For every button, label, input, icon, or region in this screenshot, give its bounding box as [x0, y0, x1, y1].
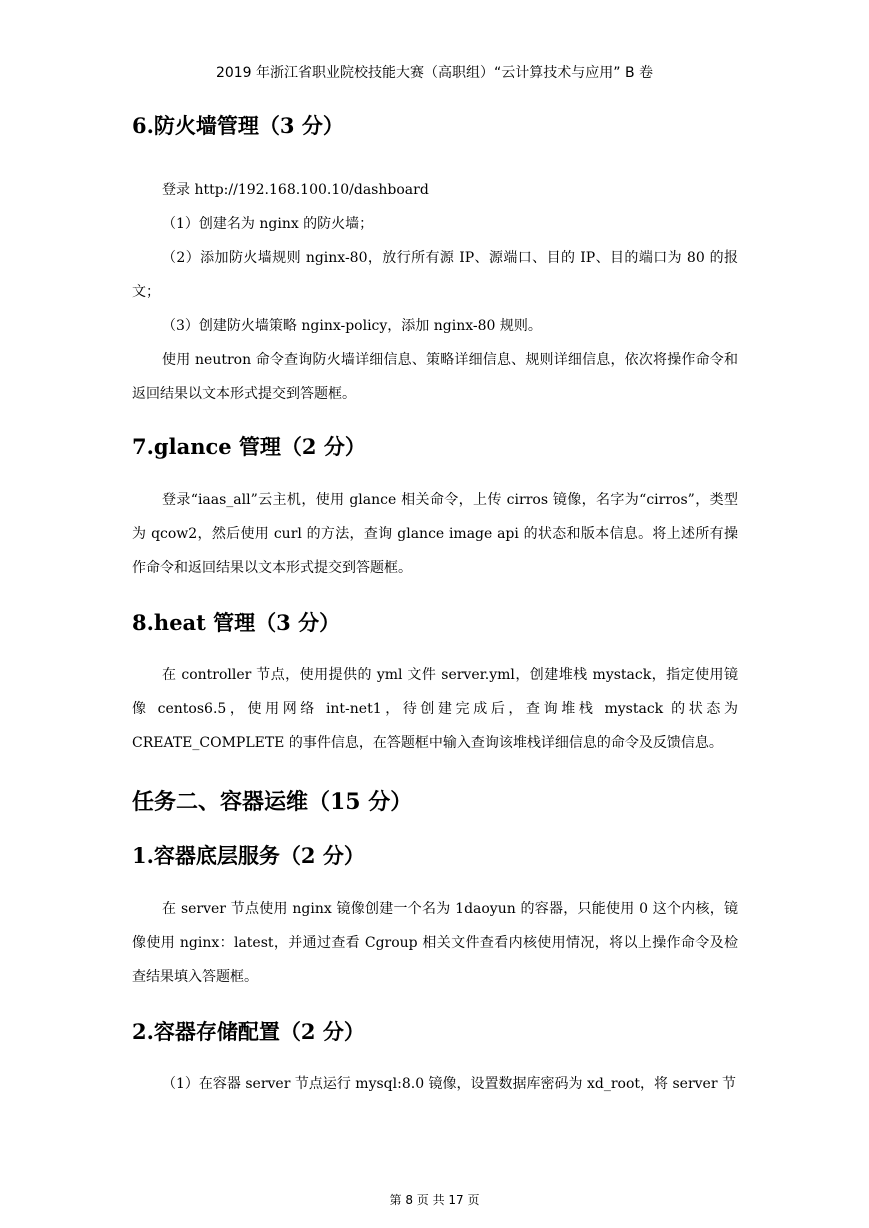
section-6-item-1: （1）创建名为 nginx 的防火墙； — [162, 216, 374, 233]
task-2-section-1-title: 1.容器底层服务（2 分） — [132, 843, 365, 869]
task-2-title: 任务二、容器运维（15 分） — [132, 788, 413, 815]
task-2-section-2-title: 2.容器存储配置（2 分） — [132, 1018, 365, 1044]
section-7-description: 登录“iaas_all”云主机，使用 glance 相关命令，上传 cirros 镜像，名字为“cirros”，类型为 qcow2，然后使用 curl 的方法，查询 glance image api 的状态和版本信息。将上述所有操作命令和返回结果以文本形式提交到答题框。 — [132, 491, 738, 576]
section-6-item-2: （2）添加防火墙规则 nginx-80，放行所有源 IP、源端口、目的 IP、目的端口为 80 的报文； — [132, 250, 738, 301]
page-footer: 第 8 页 共 17 页 — [389, 1193, 480, 1207]
page-header: 2019 年浙江省职业院校技能大赛（高职组）“云计算技术与应用” B 卷 — [215, 65, 654, 81]
section-6-title: 6.防火墙管理（3 分） — [132, 113, 344, 138]
document-body — [132, 100, 738, 1101]
section-6-login: 登录 http://192.168.100.10/dashboard — [162, 182, 429, 199]
section-8-description: 在 controller 节点，使用提供的 yml 文件 server.yml，创建堆栈 mystack，指定使用镜像 centos6.5，使用网络 int-net1，待创建完成后，查询堆栈 mystack 的状态为 CREATE_COMPLETE 的事件信息，在答题框中输入查询该堆栈详细信息的命令及反馈信息。 — [132, 666, 738, 751]
section-8-title: 8.heat 管理（3 分） — [132, 609, 341, 635]
section-6-description: 使用 neutron 命令查询防火墙详细信息、策略详细信息、规则详细信息，依次将操作命令和返回结果以文本形式提交到答题框。 — [132, 352, 738, 403]
task-2-section-2-item-1: （1）在容器 server 节点运行 mysql:8.0 镜像，设置数据库密码为 xd_root，将 server 节 — [162, 1076, 736, 1093]
section-7-title: 7.glance 管理（2 分） — [132, 434, 366, 460]
task-2-section-1-description: 在 server 节点使用 nginx 镜像创建一个名为 1daoyun 的容器，只能使用 0 这个内核，镜像使用 nginx：latest，并通过查看 Cgroup 相关文件查看内核使用情况，将以上操作命令及检查结果填入答题框。 — [132, 900, 738, 985]
section-6-item-3: （3）创建防火墙策略 nginx-policy，添加 nginx-80 规则。 — [162, 318, 542, 335]
